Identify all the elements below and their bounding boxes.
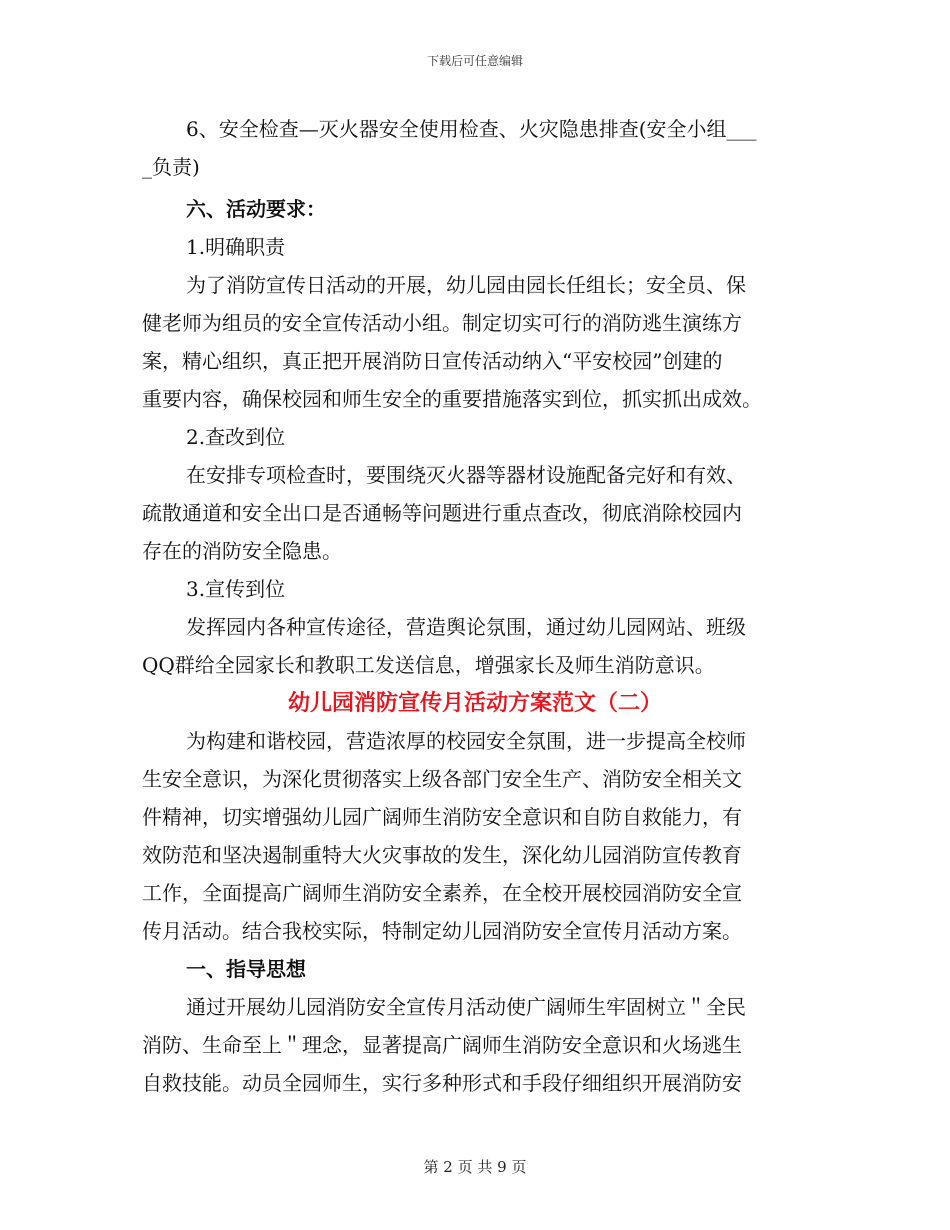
section-title-2: 幼儿园消防宣传月活动方案范文（二） (287, 690, 662, 716)
section-1-heading: 一、指导思想 (186, 957, 306, 981)
requirement-1-heading: 1.明确职责 (186, 235, 286, 259)
paragraph-line: 为了消防宣传日活动的开展，幼儿园由园长任组长；安全员、保 (186, 273, 746, 297)
paragraph-line: 存在的消防安全隐患。 (142, 539, 342, 563)
paragraph-line: 件精神，切实增强幼儿园广阔师生消防安全意识和自防自救能力，有 (142, 805, 742, 829)
paragraph-line: 案，精心组织，真正把开展消防日宣传活动纳入“平安校园”创建的 (142, 349, 723, 373)
page-header-note: 下载后可任意编辑 (426, 54, 523, 68)
paragraph-line: 工作，全面提高广阔师生消防安全素养，在全校开展校园消防安全宣 (142, 881, 742, 905)
paragraph-line: 重要内容，确保校园和师生安全的重要措施落实到位，抓实抓出成效。 (142, 387, 762, 411)
document-body (142, 110, 808, 1102)
section-6-heading: 六、活动要求： (186, 197, 326, 221)
paragraph-line: 为构建和谐校园，营造浓厚的校园安全氛围，进一步提高全校师 (186, 729, 746, 753)
paragraph-line: 传月活动。结合我校实际，特制定幼儿园消防安全宣传月活动方案。 (142, 919, 742, 943)
page-number: 第 2 页 共 9 页 (423, 1158, 527, 1176)
paragraph-line: 效防范和坚决遏制重特大火灾事故的发生，深化幼儿园消防宣传教育 (142, 843, 742, 867)
item-6-line-2: _负责) (142, 155, 200, 179)
requirement-3-heading: 3.宣传到位 (186, 577, 286, 601)
paragraph-line: 健老师为组员的安全宣传活动小组。制定切实可行的消防逃生演练方 (142, 311, 742, 335)
paragraph-line: 生安全意识，为深化贯彻落实上级各部门安全生产、消防安全相关文 (142, 767, 742, 791)
paragraph-line: 在安排专项检查时，要围绕灭火器等器材设施配备完好和有效、 (186, 463, 746, 487)
paragraph-line: 通过开展幼儿园消防安全宣传月活动使广阔师生牢固树立＂全民 (186, 995, 746, 1019)
paragraph-line: 自救技能。动员全园师生，实行多种形式和手段仔细组织开展消防安 (142, 1071, 742, 1095)
paragraph-line: 消防、生命至上＂理念，显著提高广阔师生消防安全意识和火场逃生 (142, 1033, 742, 1057)
requirement-2-heading: 2.查改到位 (186, 425, 286, 449)
paragraph-line: QQ群给全园家长和教职工发送信息，增强家长及师生消防意识。 (142, 653, 715, 677)
item-6-line-1: 6、安全检查—灭火器安全使用检查、火灾隐患排查(安全小组___ (186, 117, 757, 141)
paragraph-line: 发挥园内各种宣传途径，营造舆论氛围，通过幼儿园网站、班级 (186, 615, 746, 639)
paragraph-line: 疏散通道和安全出口是否通畅等问题进行重点查改，彻底消除校园内 (142, 501, 742, 525)
